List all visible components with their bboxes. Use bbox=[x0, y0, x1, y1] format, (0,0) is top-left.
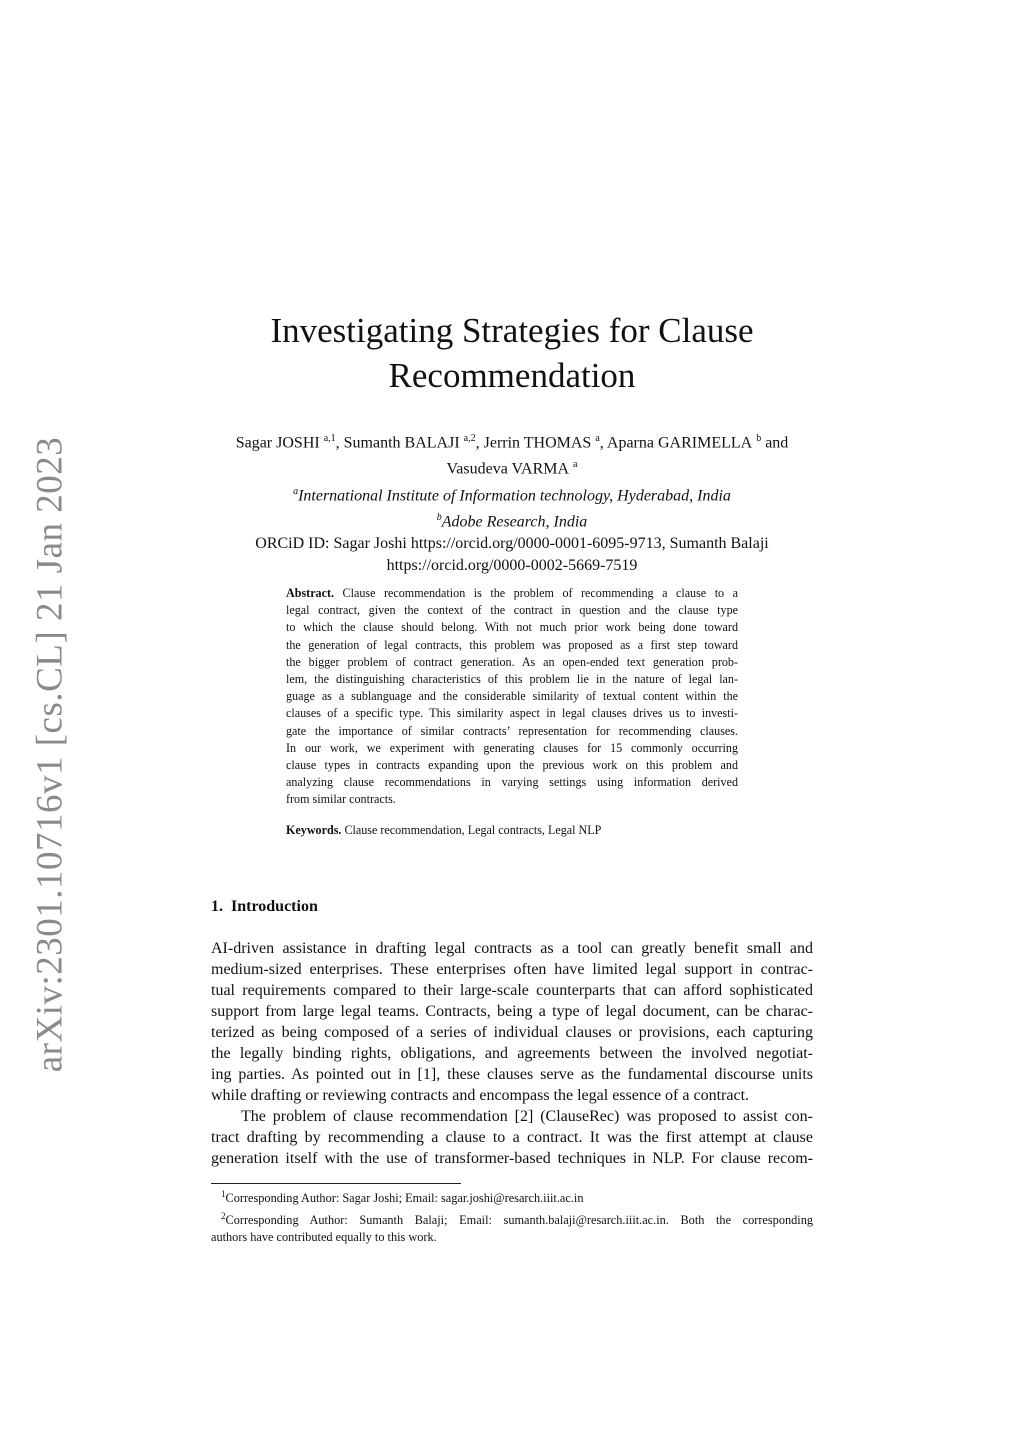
author-affiliation-mark: a,1 bbox=[323, 433, 336, 444]
footnote-2-continuation: authors have contributed equally to this work. bbox=[211, 1230, 437, 1245]
abstract-line bbox=[286, 585, 738, 602]
section-title: Introduction bbox=[231, 898, 318, 915]
body-line: AI-driven assistance in drafting legal contracts as a tool can greatly benefit small and bbox=[211, 940, 813, 957]
abstract-line: clause types in contracts expanding upon the previous work on this problem and bbox=[286, 758, 738, 773]
author-affiliation-mark: a,2 bbox=[463, 433, 476, 444]
author-name: Sumanth BALAJI bbox=[343, 434, 460, 452]
arxiv-identifier-text: arXiv:2301.10716v1 [cs.CL] 21 Jan 2023 bbox=[29, 436, 71, 1072]
arxiv-identifier-stamp bbox=[29, 436, 71, 1072]
body-line: The problem of clause recommendation [2] (ClauseRec) was proposed to assist con- bbox=[241, 1108, 813, 1125]
introduction-body bbox=[211, 938, 813, 1169]
author-affiliation-mark: a bbox=[595, 433, 600, 444]
footnote-2 bbox=[211, 1208, 813, 1230]
footnote-text: Corresponding Author: Sagar Joshi; Email: sagar.joshi@resarch.iiit.ac.in bbox=[225, 1191, 584, 1206]
abstract-line-text: Clause recommendation is the problem of recommending a clause to a bbox=[342, 586, 738, 600]
abstract-line: the bigger problem of contract generation. As an open-ended text generation prob- bbox=[286, 654, 738, 669]
author-name: Vasudeva VARMA bbox=[446, 460, 570, 478]
body-line: tract drafting by recommending a clause to a contract. It was the first attempt at clause bbox=[211, 1129, 813, 1146]
orcid-line-2: https://orcid.org/0000-0002-5669-7519 bbox=[386, 557, 638, 575]
body-line: generation itself with the use of transformer-based techniques in NLP. For clause recom- bbox=[211, 1150, 813, 1167]
title-line-2: Recommendation bbox=[388, 356, 636, 395]
footnotes bbox=[211, 1186, 813, 1247]
footnote-mark: 1 bbox=[221, 1189, 226, 1199]
author-affiliation-mark: a bbox=[573, 459, 578, 471]
author-conjunction: and bbox=[765, 434, 789, 452]
orcid-line-1: ORCiD ID: Sagar Joshi https://orcid.org/0000-0001-6095-9713, Sumanth Balaji bbox=[255, 535, 769, 553]
keywords bbox=[286, 822, 738, 839]
author-name: Aparna GARIMELLA bbox=[606, 434, 753, 452]
affiliation-mark: a bbox=[293, 485, 299, 497]
abstract-line: to which the clause should belong. With not much prior work being done toward bbox=[286, 620, 738, 635]
footnote-1 bbox=[211, 1186, 813, 1208]
body-line: ing parties. As pointed out in [1], these clauses serve as the fundamental discourse units bbox=[211, 1066, 813, 1083]
footnote-divider bbox=[211, 1183, 461, 1184]
abstract-line: the generation of legal contracts, this problem was proposed as a first step toward bbox=[286, 637, 738, 652]
abstract-line: legal contract, given the context of the contract in question and the clause type bbox=[286, 603, 738, 618]
affiliation-text: International Institute of Information technology, Hyderabad, India bbox=[298, 486, 731, 504]
abstract-line: from similar contracts. bbox=[286, 792, 396, 807]
affiliation-b bbox=[200, 507, 824, 533]
body-line: terized as being composed of a series of individual clauses or provisions, each capturing bbox=[211, 1024, 813, 1041]
abstract-line: clauses of a specific type. This similarity aspect in legal clauses drives us to investi- bbox=[286, 706, 738, 721]
author-name: Jerrin THOMAS bbox=[483, 434, 592, 452]
abstract-line: In our work, we experiment with generating clauses for 15 commonly occurring bbox=[286, 740, 738, 755]
paper-title bbox=[210, 308, 814, 398]
abstract-line: gate the importance of similar contracts’ representation for recommending clauses. bbox=[286, 723, 738, 738]
author-affiliation-mark: b bbox=[756, 433, 762, 444]
keywords-text: Clause recommendation, Legal contracts, Legal NLP bbox=[344, 823, 602, 837]
abstract-label: Abstract. bbox=[286, 586, 335, 600]
author-line-1: Sagar JOSHI $^{a,1}$, Sumanth BALAJI $^{a,2}$, Jerrin THOMAS $^a$, Aparna GARIMELLA $^b$ and bbox=[235, 433, 789, 452]
author-line-2 bbox=[200, 454, 824, 480]
footnote-mark: 2 bbox=[221, 1210, 226, 1221]
abstract-line: analyzing clause recommendations in varying settings using information derived bbox=[286, 775, 738, 790]
body-line: the legally binding rights, obligations, and agreements between the involved negotiat- bbox=[211, 1045, 813, 1062]
body-line: while drafting or reviewing contracts and encompass the legal essence of a contract. bbox=[211, 1087, 750, 1104]
affiliation-mark: b bbox=[436, 511, 442, 523]
abstract-line: lem, the distinguishing characteristics of this problem lie in the nature of legal lan- bbox=[286, 672, 738, 687]
author-block bbox=[200, 428, 824, 577]
body-line: tual requirements compared to their large-scale counterparts that can afford sophisticated bbox=[211, 982, 813, 999]
abstract-line: guage as a sublanguage and the considerable similarity of textual content within the bbox=[286, 689, 738, 704]
section-heading-introduction bbox=[211, 898, 318, 916]
section-number: 1. bbox=[211, 898, 223, 915]
author-name: Sagar JOSHI bbox=[235, 434, 320, 452]
title-line-1: Investigating Strategies for Clause bbox=[270, 311, 754, 350]
affiliation-a bbox=[200, 481, 824, 507]
abstract bbox=[286, 585, 738, 809]
body-line: support from large legal teams. Contracts, being a type of legal document, can be charac- bbox=[211, 1003, 813, 1020]
footnote-text: Corresponding Author: Sumanth Balaji; Email: sumanth.balaji@resarch.iiit.ac.in. Both the corresponding bbox=[225, 1212, 813, 1227]
body-line: medium-sized enterprises. These enterprises often have limited legal support in contrac- bbox=[211, 961, 813, 978]
keywords-label: Keywords. bbox=[286, 823, 342, 837]
affiliation-text: Adobe Research, India bbox=[441, 513, 588, 531]
